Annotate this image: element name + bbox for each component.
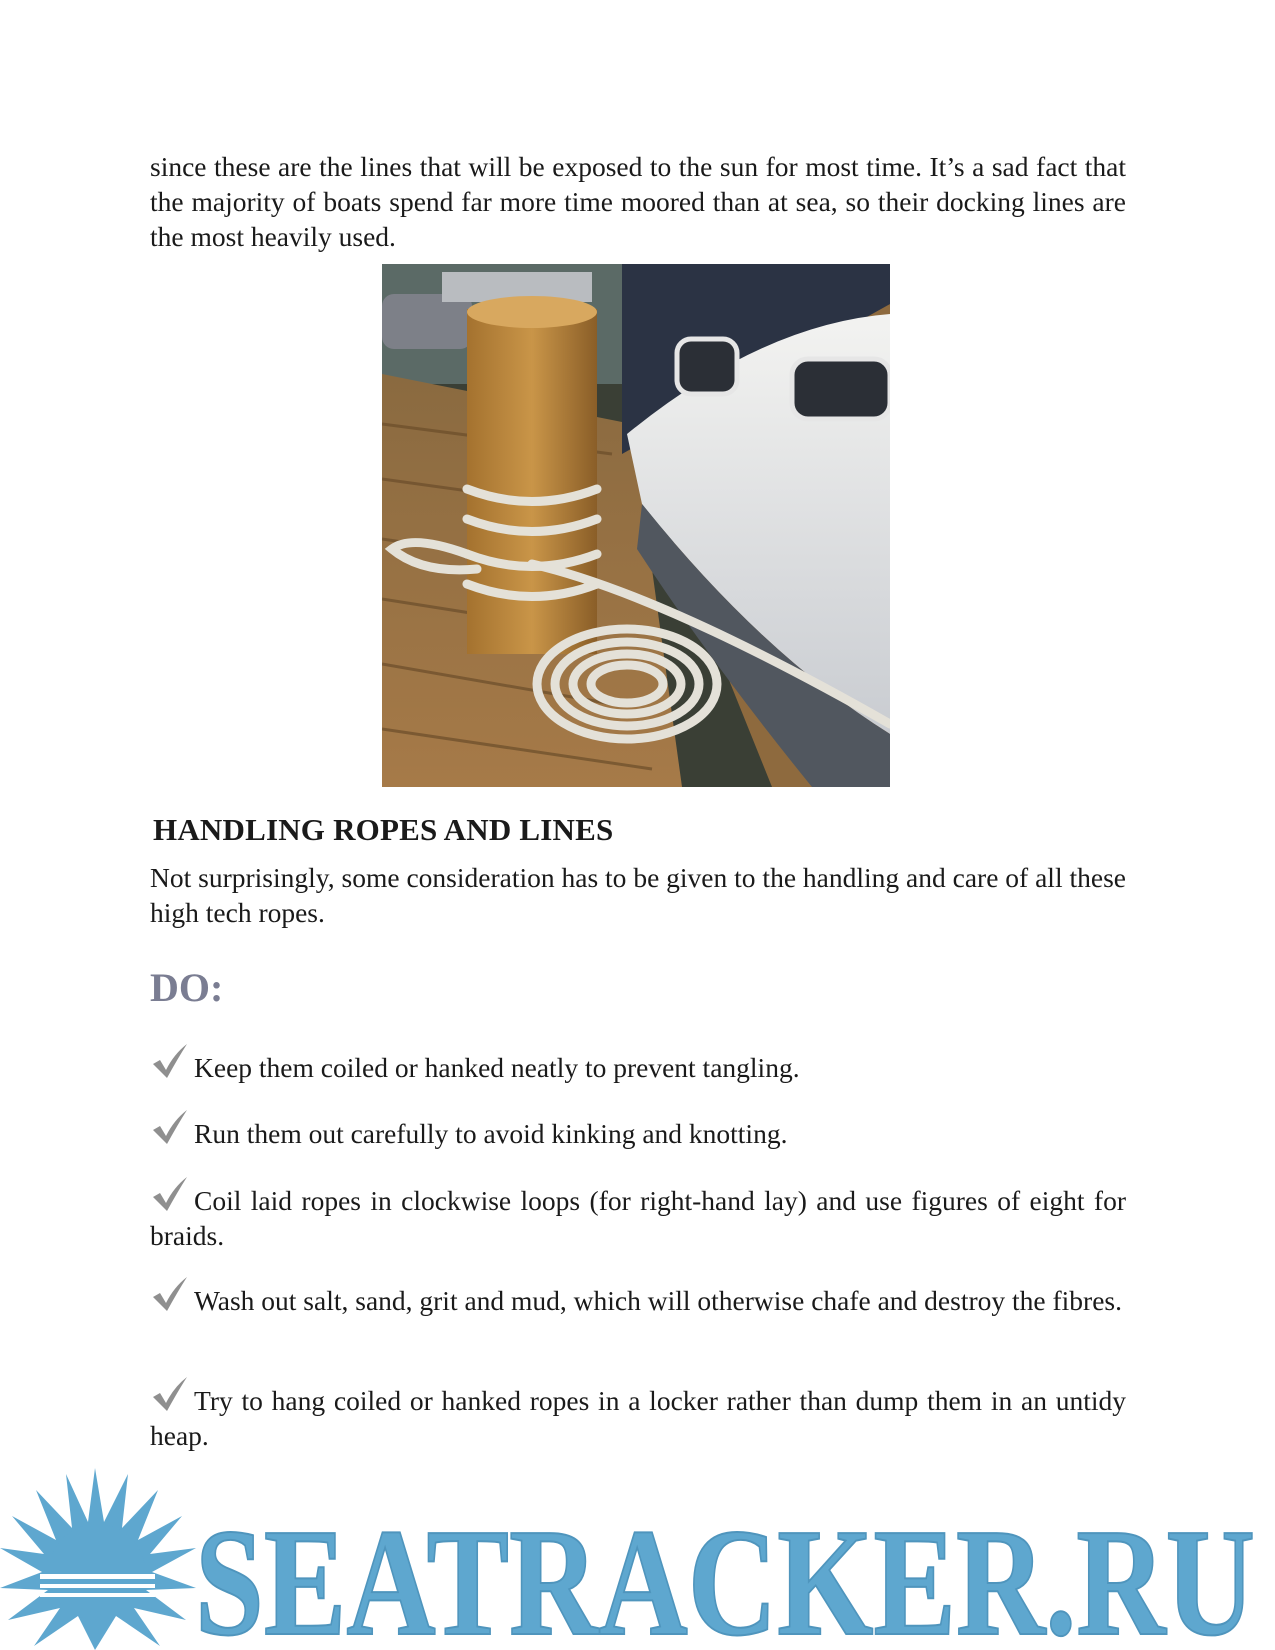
do-item-text: Wash out salt, sand, grit and mud, which will otherwise chafe and destroy the fibres. xyxy=(194,1285,1122,1316)
checkmark-icon xyxy=(150,1275,190,1313)
seatracker-watermark xyxy=(0,1460,1275,1650)
dock-bollard-rope-photo xyxy=(382,264,890,787)
do-list-item xyxy=(150,1375,1126,1453)
do-item-text: Run them out carefully to avoid kinking and knotting. xyxy=(194,1118,788,1149)
do-list-item xyxy=(150,1108,1126,1151)
do-item-text: Try to hang coiled or hanked ropes in a locker rather than dump them in an untidy heap. xyxy=(150,1385,1126,1451)
do-item-text: Keep them coiled or hanked neatly to prevent tangling. xyxy=(194,1052,800,1083)
do-list-item xyxy=(150,1175,1126,1253)
section-heading: HANDLING ROPES AND LINES xyxy=(153,812,614,847)
intro-paragraph: since these are the lines that will be exposed to the sun for most time. It’s a sad fact that the majority of boats spend far more time moored than at sea, so their docking lines are the most heavily used. xyxy=(150,151,1126,252)
watermark-text: SEATRACKER.RU xyxy=(195,1498,1255,1650)
checkmark-icon xyxy=(150,1042,190,1080)
sun-logo-icon xyxy=(0,1468,196,1650)
checkmark-icon xyxy=(150,1108,190,1146)
checkmark-icon xyxy=(150,1375,190,1413)
section-intro-paragraph: Not surprisingly, some consideration has to be given to the handling and care of all these high tech ropes. xyxy=(150,862,1126,928)
do-item-text: Coil laid ropes in clockwise loops (for right-hand lay) and use figures of eight for braids. xyxy=(150,1185,1126,1251)
checkmark-icon xyxy=(150,1175,190,1213)
do-list-item xyxy=(150,1042,1126,1085)
do-heading: DO: xyxy=(150,965,224,1010)
do-list-item xyxy=(150,1275,1126,1318)
